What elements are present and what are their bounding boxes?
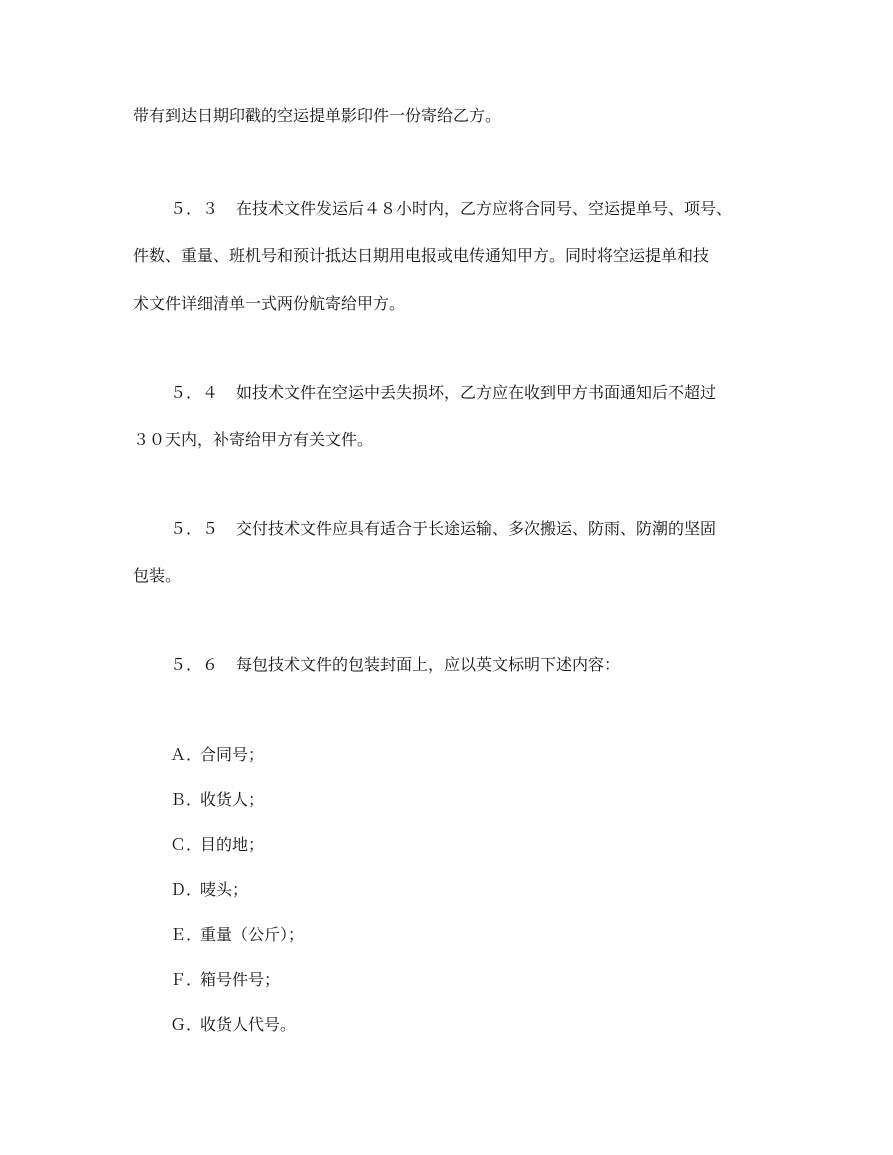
- item-text: 收货人代号。: [200, 1015, 297, 1034]
- list-item: [170, 744, 264, 766]
- item-text: 合同号；: [200, 745, 265, 764]
- list-item: [170, 879, 248, 901]
- item-letter: Ｄ．: [170, 880, 203, 899]
- clause-number: ５．４: [170, 383, 219, 402]
- clause-text: 如技术文件在空运中丢失损坏，乙方应在收到甲方书面通知后不超过: [236, 383, 717, 402]
- item-letter: Ｃ．: [170, 835, 203, 854]
- clause-text: 在技术文件发运后４８小时内，乙方应将合同号、空运提单号、项号、: [236, 199, 733, 218]
- item-letter: Ｆ．: [170, 970, 203, 989]
- intro-line: 带有到达日期印戳的空运提单影印件一份寄给乙方。: [133, 106, 502, 125]
- clause-5-6-line-1: [170, 654, 620, 676]
- clause-text: 交付技术文件应具有适合于长途运输、多次搬运、防雨、防潮的坚固: [236, 519, 717, 538]
- item-letter: Ａ．: [170, 745, 203, 764]
- item-text: 收货人；: [200, 790, 265, 809]
- item-letter: Ｅ．: [170, 925, 203, 944]
- clause-5-3-line-1: [170, 198, 732, 220]
- item-text: 唛头；: [200, 880, 249, 899]
- item-text: 目的地；: [200, 835, 265, 854]
- clause-text: 每包技术文件的包装封面上，应以英文标明下述内容：: [236, 655, 621, 674]
- item-text: 箱号件号；: [200, 970, 281, 989]
- list-item: [170, 969, 280, 991]
- clause-5-5-line-2: 包装。: [133, 566, 182, 585]
- list-item: [170, 834, 264, 856]
- clause-5-4-line-2: ３０天内，补寄给甲方有关文件。: [133, 430, 374, 449]
- clause-5-3-line-2: 件数、重量、班机号和预计抵达日期用电报或电传通知甲方。同时将空运提单和技: [133, 246, 710, 265]
- list-item: [170, 789, 264, 811]
- item-letter: Ｇ．: [170, 1015, 203, 1034]
- clause-number: ５．６: [170, 655, 219, 674]
- item-letter: Ｂ．: [170, 790, 203, 809]
- list-item: [170, 1014, 296, 1036]
- clause-number: ５．３: [170, 199, 219, 218]
- item-text: 重量（公斤）；: [200, 925, 305, 944]
- clause-5-3-line-3: 术文件详细清单一式两份航寄给甲方。: [133, 294, 406, 313]
- clause-number: ５．５: [170, 519, 219, 538]
- list-item: [170, 924, 304, 946]
- clause-5-4-line-1: [170, 382, 716, 404]
- clause-5-5-line-1: [170, 518, 716, 540]
